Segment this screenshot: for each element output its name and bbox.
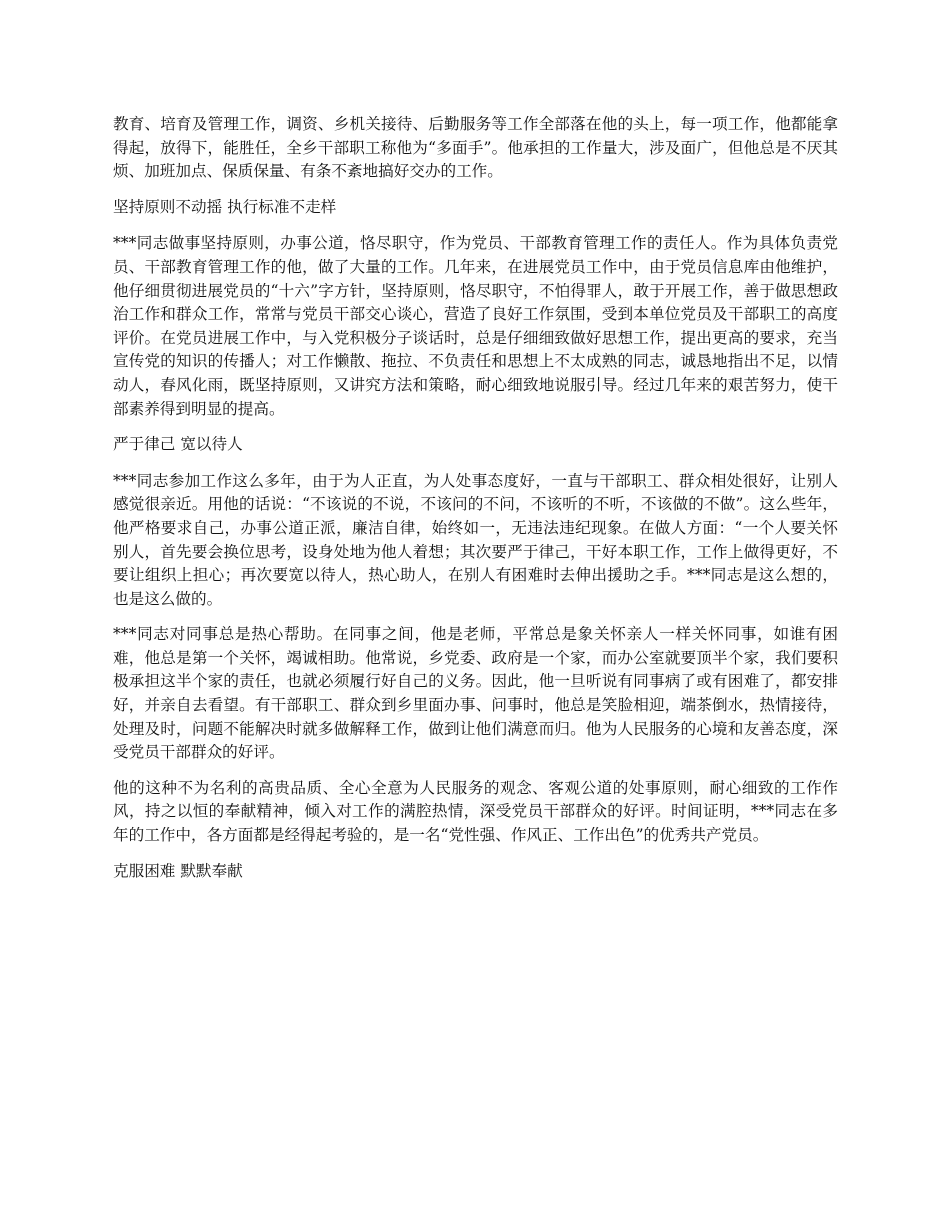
section-heading-self-discipline: 严于律己 宽以待人 — [113, 435, 243, 454]
section-heading-dedication: 克服困难 默默奉献 — [113, 861, 243, 880]
body-paragraph-4: ***同志对同事总是热心帮助。在同事之间，他是老师，平常总是象关怀亲人一样关怀同事，如谁有困难，他总是第一个关怀，竭诚相助。他常说，乡党委、政府是一个家，而办公室就要顶半个家，我们要积极承担这半个家的责任，也就必须履行好自己的义务。因此，他一旦听说有同事病了或有困难了，都安排好，并亲自去看望。有干部职工、群众到乡里面办事、问事时，他总是笑脸相迎，端茶倒水，热情接待，处理及时，问题不能解决时就多做解释工作，做到让他们满意而归。他为人民服务的心境和友善态度，深受党员干部群众的好评。 — [113, 625, 838, 762]
body-paragraph-3: ***同志参加工作这么多年，由于为人正直，为人处事态度好，一直与干部职工、群众相处很好，让别人感觉很亲近。用他的话说：“不该说的不说，不该问的不问，不该听的不听，不该做的不做”。这么些年，他严格要求自己，办事公道正派，廉洁自律，始终如一，无违法违纪现象。在做人方面：“一个人要关怀别人，首先要会换位思考，设身处地为他人着想；其次要严于律己，干好本职工作，工作上做得更好，不要让组织上担心；再次要宽以待人，热心助人，在别人有困难时去伸出援助之手。***同志是这么想的，也是这么做的。 — [113, 471, 838, 608]
body-paragraph-5: 他的这种不为名利的高贵品质、全心全意为人民服务的观念、客观公道的处事原则，耐心细致的工作作风，持之以恒的奉献精神，倾入对工作的满腔热情，深受党员干部群众的好评。时间证明，***同志在多年的工作中，各方面都是经得起考验的，是一名“党性强、作风正、工作出色”的优秀共产党员。 — [113, 778, 838, 845]
body-paragraph-1: 教育、培育及管理工作，调资、乡机关接待、后勤服务等工作全部落在他的头上，每一项工作，他都能拿得起，放得下，能胜任，全乡干部职工称他为“多面手”。他承担的工作量大，涉及面广，但他总是不厌其烦、加班加点、保质保量、有条不紊地搞好交办的工作。 — [113, 115, 838, 181]
body-paragraph-2: ***同志做事坚持原则，办事公道，恪尽职守，作为党员、干部教育管理工作的责任人。作为具体负责党员、干部教育管理工作的他，做了大量的工作。几年来，在进展党员工作中，由于党员信息库由他维护，他仔细贯彻进展党员的“十六”字方针，坚持原则，恪尽职守，不怕得罪人，敢于开展工作，善于做思想政治工作和群众工作，常常与党员干部交心谈心，营造了良好工作氛围，受到本单位党员及干部职工的高度评价。在党员进展工作中，与入党积极分子谈话时，总是仔细细致做好思想工作，提出更高的要求，充当宣传党的知识的传播人；对工作懒散、拖拉、不负责任和思想上不太成熟的同志，诚恳地指出不足，以情动人，春风化雨，既坚持原则，又讲究方法和策略，耐心细致地说服引导。经过几年来的艰苦努力，使干部素养得到明显的提高。 — [113, 234, 838, 418]
document-page — [113, 113, 838, 896]
section-heading-principle: 坚持原则不动摇 执行标准不走样 — [113, 197, 337, 216]
